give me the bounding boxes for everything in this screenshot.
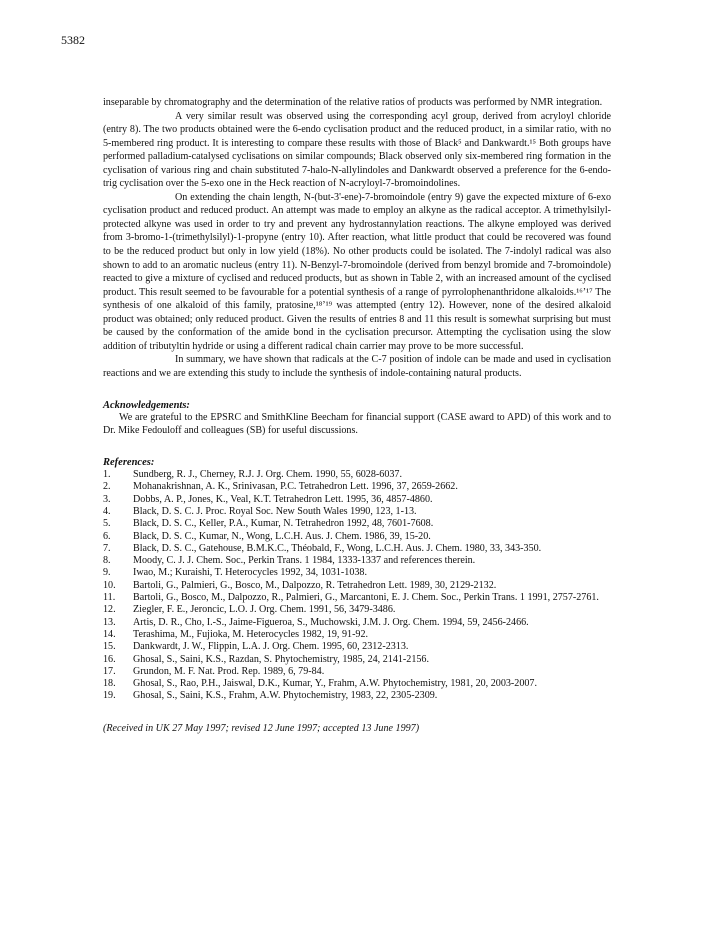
reference-number: 16.: [103, 653, 116, 665]
acknowledgements-text: We are grateful to the EPSRC and SmithKline Beecham for financial support (CASE award to APD) of this work and to Dr. Mike Fedouloff and colleagues (SB) for useful discussions.: [103, 412, 611, 436]
reference-text: Iwao, M.; Kuraishi, T. Heterocycles 1992, 34, 1031-1038.: [133, 567, 367, 579]
reference-number: 19.: [103, 690, 116, 702]
references-list: [103, 469, 611, 703]
received-dates: (Received in UK 27 May 1997; revised 12 June 1997; accepted 13 June 1997): [103, 722, 420, 734]
reference-item: [103, 666, 611, 678]
reference-item: [103, 641, 611, 653]
reference-item: [103, 518, 611, 530]
reference-item: [103, 469, 611, 481]
reference-text: Dankwardt, J. W., Flippin, L.A. J. Org. Chem. 1995, 60, 2312-2313.: [133, 641, 409, 653]
reference-text: Ghosal, S., Rao, P.H., Jaiswal, D.K., Kumar, Y., Frahm, A.W. Phytochemistry, 1981, 20, 2003-2007.: [133, 678, 537, 690]
reference-text: Grundon, M. F. Nat. Prod. Rep. 1989, 6, 79-84.: [133, 665, 325, 677]
reference-text: Ghosal, S., Saini, K.S., Frahm, A.W. Phytochemistry, 1983, 22, 2305-2309.: [133, 690, 438, 702]
reference-number: 8.: [103, 555, 111, 567]
reference-number: 13.: [103, 616, 116, 628]
reference-text: Bartoli, G., Palmieri, G., Bosco, M., Dalpozzo, R. Tetrahedron Lett. 1989, 30, 2129-2132.: [133, 579, 497, 591]
reference-item: [103, 481, 611, 493]
reference-number: 15.: [103, 641, 116, 653]
reference-number: 2.: [103, 481, 111, 493]
reference-text: Dobbs, A. P., Jones, K., Veal, K.T. Tetrahedron Lett. 1995, 36, 4857-4860.: [133, 493, 433, 505]
reference-text: Black, D. S. C., Kumar, N., Wong, L.C.H. Aus. J. Chem. 1986, 39, 15-20.: [133, 530, 431, 542]
reference-number: 1.: [103, 469, 111, 481]
reference-text: Black, D. S. C. J. Proc. Royal Soc. New South Wales 1990, 123, 1-13.: [133, 505, 417, 517]
reference-number: 5.: [103, 518, 111, 530]
reference-item: [103, 494, 611, 506]
reference-text: Mohanakrishnan, A. K., Srinivasan, P.C. Tetrahedron Lett. 1996, 37, 2659-2662.: [133, 481, 458, 493]
reference-number: 11.: [103, 592, 116, 604]
references-heading: References:: [103, 457, 155, 469]
reference-number: 3.: [103, 493, 111, 505]
page-number: 5382: [61, 33, 85, 47]
reference-item: [103, 531, 611, 543]
paragraph-3: On extending the chain length, N-(but-3'-ene)-7-bromoindole (entry 9) gave the expected mixture of 6-exo cyclisation product and reduced product. An attempt was made to employ an alkyne as the radical acceptor. A trimethylsilyl-protected alkyne was used in order to try and prevent any hydrostannylation reactions. The alkyne employed was derived from 3-bromo-1-(trimethylsilyl)-1-propyne (entry 10). After reaction, what little product that could be recovered was found to be the reduced product but only in low yield (18%). No other products could be isolated. The 7-indolyl radical was also shown to add to an aromatic nucleus (entry 11). N-Benzyl-7-bromoindole (derived from benzyl bromide and 7-bromoindole) reacted to give a mixture of cyclised and reduced products, but as shown in Table 2, with an increased amount of the cyclised product. This result seemed to be favourable for a potential synthesis of a range of pyrrolophenanthridone alkaloids.¹⁶ʼ¹⁷ The synthesis of one alkaloid of this family, pratosine,¹⁸ʼ¹⁹ was attempted (entry 12). However, none of the desired alkaloid product was obtained; only reduced product. Given the results of entries 8 and 11 this result is somewhat surprising but must be caused by the conformation of the amide bond in the cyclisation precursor. Attempting the cyclisation using the slow addition of tributyltin hydride or using a different radical chain carrier may prove to be more successful.: [103, 191, 611, 352]
reference-item: [103, 629, 611, 641]
reference-item: [103, 506, 611, 518]
reference-item: [103, 678, 611, 690]
reference-number: 14.: [103, 628, 116, 640]
reference-number: 18.: [103, 678, 116, 690]
reference-item: [103, 543, 611, 555]
reference-item: [103, 690, 611, 702]
reference-item: [103, 555, 611, 567]
page-content: [103, 96, 611, 735]
reference-text: Terashima, M., Fujioka, M. Heterocycles 1982, 19, 91-92.: [133, 628, 369, 640]
body-text: [103, 96, 611, 380]
reference-item: [103, 567, 611, 579]
reference-text: Artis, D. R., Cho, I.-S., Jaime-Figueroa, S., Muchowski, J.M. J. Org. Chem. 1994, 59, 2456-2466.: [133, 616, 529, 628]
reference-item: [103, 580, 611, 592]
reference-text: Ghosal, S., Saini, K.S., Razdan, S. Phytochemistry, 1985, 24, 2141-2156.: [133, 653, 429, 665]
reference-number: 17.: [103, 665, 116, 677]
paragraph-1: inseparable by chromatography and the determination of the relative ratios of products was performed by NMR integration.: [103, 97, 603, 108]
reference-text: Ziegler, F. E., Jeroncic, L.O. J. Org. Chem. 1991, 56, 3479-3486.: [133, 604, 396, 616]
reference-text: Sundberg, R. J., Cherney, R.J. J. Org. Chem. 1990, 55, 6028-6037.: [133, 469, 402, 481]
reference-text: Moody, C. J. J. Chem. Soc., Perkin Trans. 1 1984, 1333-1337 and references therein.: [133, 555, 476, 567]
reference-text: Black, D. S. C., Gatehouse, B.M.K.C., Théobald, F., Wong, L.C.H. Aus. J. Chem. 1980, 33, 343-350.: [133, 542, 542, 554]
reference-text: Black, D. S. C., Keller, P.A., Kumar, N. Tetrahedron 1992, 48, 7601-7608.: [133, 518, 434, 530]
reference-item: [103, 654, 611, 666]
acknowledgements-heading: Acknowledgements:: [103, 400, 190, 412]
reference-number: 10.: [103, 579, 116, 591]
reference-number: 4.: [103, 505, 111, 517]
reference-item: [103, 604, 611, 616]
paragraph-4: In summary, we have shown that radicals at the C-7 position of indole can be made and used in cyclisation reactions and we are extending this study to include the synthesis of indole-containing natural products.: [103, 354, 611, 379]
reference-item: [103, 617, 611, 629]
reference-number: 7.: [103, 542, 111, 554]
reference-number: 6.: [103, 530, 111, 542]
reference-number: 12.: [103, 604, 116, 616]
reference-item: [103, 592, 611, 604]
reference-number: 9.: [103, 567, 111, 579]
reference-text: Bartoli, G., Bosco, M., Dalpozzo, R., Palmieri, G., Marcantoni, E. J. Chem. Soc., Perkin Trans. 1 1991, 2757-2761.: [133, 592, 599, 604]
paragraph-2: A very similar result was observed using the corresponding acyl group, derived from acryloyl chloride (entry 8). The two products obtained were the 6-endo cyclisation product and the reduced product, in a similar ratio, with no 5-membered ring product. It is interesting to compare these results with those of Black⁵ and Dankwardt.¹⁵ Both groups have performed palladium-catalysed cyclisations on similar compounds; Black observed only six-membered ring formation in the cyclisation of various ring and chain substituted 7-halo-N-allylindoles and Dankwardt observed a preference for the 6-endo-trig cyclisation over the 5-exo one in the Heck reaction of N-acryloyl-7-bromoindolines.: [103, 110, 611, 190]
